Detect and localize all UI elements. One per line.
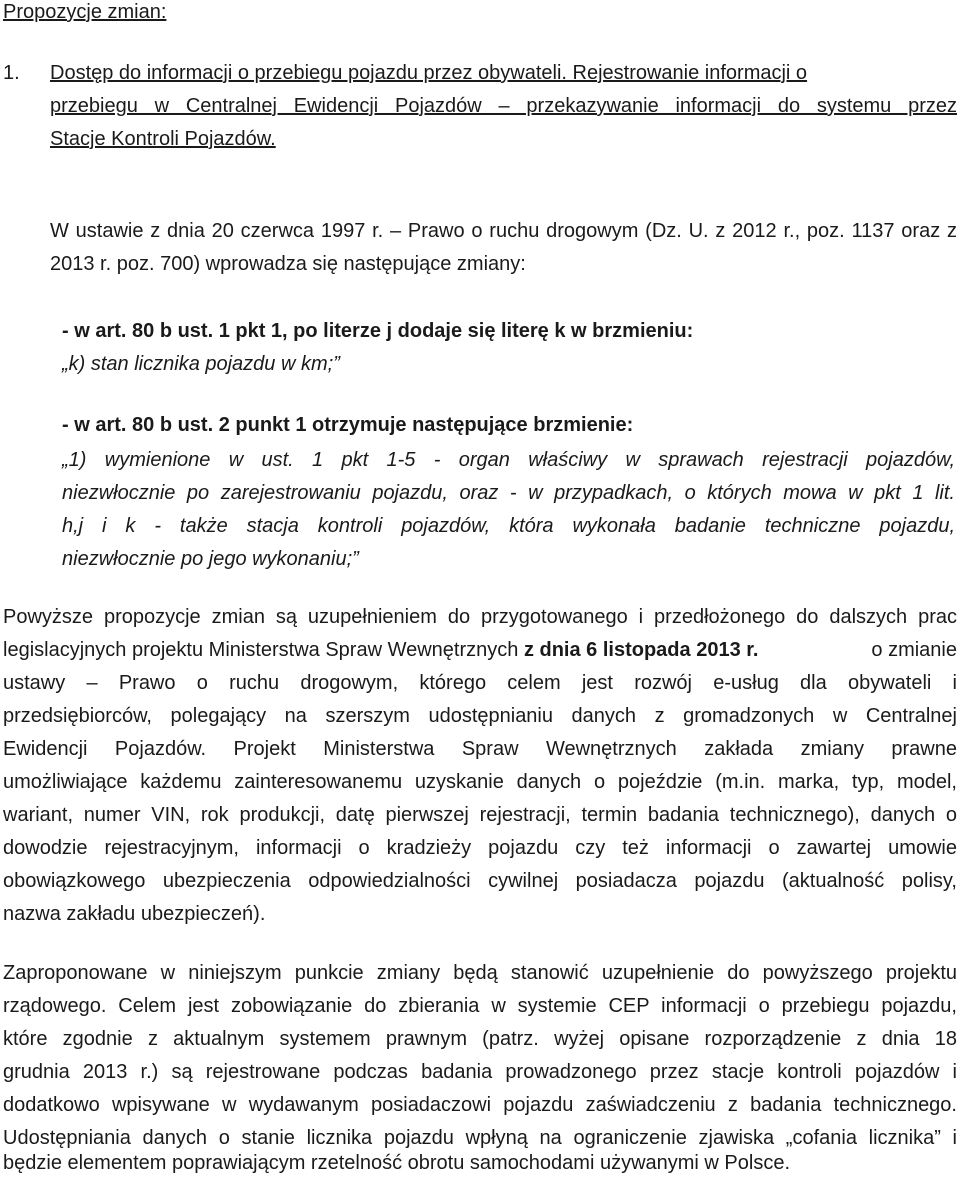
para2-line-1: Zaproponowane w niniejszym punkcie zmiany będą stanowić uzupełnienie do powyższego projektu: [3, 962, 957, 984]
para2-line-3: które zgodnie z aktualnym systemem prawnym (patrz. wyżej opisane rozporządzenie z dnia 18: [3, 1028, 957, 1050]
para1-line-4: przedsiębiorców, polegający na szerszym udostępnianiu danych z gromadzonych w Centralnej: [3, 705, 957, 727]
amendment-2-text-line-4: niezwłocznie po jego wykonaniu;”: [62, 548, 359, 570]
item-title-line-2: przebiegu w Centralnej Ewidencji Pojazdów – przekazywanie informacji do systemu przez: [50, 95, 957, 117]
para1-line-1: Powyższe propozycje zmian są uzupełnieniem do przygotowanego i przedłożonego do dalszych prac: [3, 606, 957, 628]
para2-line-4: grudnia 2013 r.) są rejestrowane podczas badania prowadzonego przez stacje kontroli pojazdów i: [3, 1061, 957, 1083]
para1-line-10: nazwa zakładu ubezpieczeń).: [3, 903, 266, 925]
item-title-line-3: Stacje Kontroli Pojazdów.: [50, 128, 276, 150]
para1-line-9: obowiązkowego ubezpieczenia odpowiedzialności cywilnej posiadacza pojazdu (aktualność polisy,: [3, 870, 957, 892]
para1-line-7: wariant, numer VIN, rok produkcji, datę pierwszej rejestracji, termin badania technicznego), danych o: [3, 804, 957, 826]
date-emphasis: z dnia 6 listopada 2013 r.: [523, 639, 759, 661]
para2-line-2: rządowego. Celem jest zobowiązanie do zbierania w systemie CEP informacji o przebiegu pojazdu,: [3, 995, 957, 1017]
para2-line-7: będzie elementem poprawiającym rzetelność obrotu samochodami używanymi w Polsce.: [3, 1152, 791, 1174]
para1-line-5: Ewidencji Pojazdów. Projekt Ministerstwa Spraw Wewnętrznych zakłada zmiany prawne: [3, 738, 957, 760]
para1-line-2: legislacyjnych projektu Ministerstwa Spraw Wewnętrznych z dnia 6 listopada 2013 r. o zmianie: [3, 639, 957, 661]
amendment-2-text-line-3: h,j i k - także stacja kontroli pojazdów, która wykonała badanie techniczne pojazdu,: [62, 515, 955, 537]
para1-line-8: dowodzie rejestracyjnym, informacji o kradzieży pojazdu czy też informacji o zawartej umowie: [3, 837, 957, 859]
amendment-1-text: „k) stan licznika pojazdu w km;”: [62, 353, 340, 375]
para2-line-5: dodatkowo wpisywane w wydawanym posiadaczowi pojazdu zaświadczeniu z badania technicznego.: [3, 1094, 957, 1116]
intro-line-2: 2013 r. poz. 700) wprowadza się następujące zmiany:: [50, 253, 526, 275]
amendment-2-text-line-1: „1) wymienione w ust. 1 pkt 1-5 - organ właściwy w sprawach rejestracji pojazdów,: [62, 449, 955, 471]
para2-line-6: Udostępniania danych o stanie licznika pojazdu wpłyną na ograniczenie zjawiska „cofania licznika” i: [3, 1127, 957, 1149]
item-title-line-1: 1. Dostęp do informacji o przebiegu pojazdu przez obywateli. Rejestrowanie informacji o: [3, 62, 808, 84]
amendment-2-header: - w art. 80 b ust. 2 punkt 1 otrzymuje następujące brzmienie:: [62, 414, 634, 436]
page-heading: Propozycje zmian:: [3, 1, 167, 23]
item-number: 1.: [3, 62, 20, 84]
amendment-1-header: - w art. 80 b ust. 1 pkt 1, po literze j dodaje się literę k w brzmieniu:: [62, 320, 694, 342]
para1-line-6: umożliwiające każdemu zainteresowanemu uzyskanie danych o pojeździe (m.in. marka, typ, model,: [3, 771, 957, 793]
para1-line-3: ustawy – Prawo o ruchu drogowym, którego celem jest rozwój e-usług dla obywateli i: [3, 672, 957, 694]
intro-line-1: W ustawie z dnia 20 czerwca 1997 r. – Prawo o ruchu drogowym (Dz. U. z 2012 r., poz. 1137 oraz z: [50, 220, 957, 242]
amendment-2-text-line-2: niezwłocznie po zarejestrowaniu pojazdu, oraz - w przypadkach, o których mowa w pkt 1 lit.: [62, 482, 955, 504]
